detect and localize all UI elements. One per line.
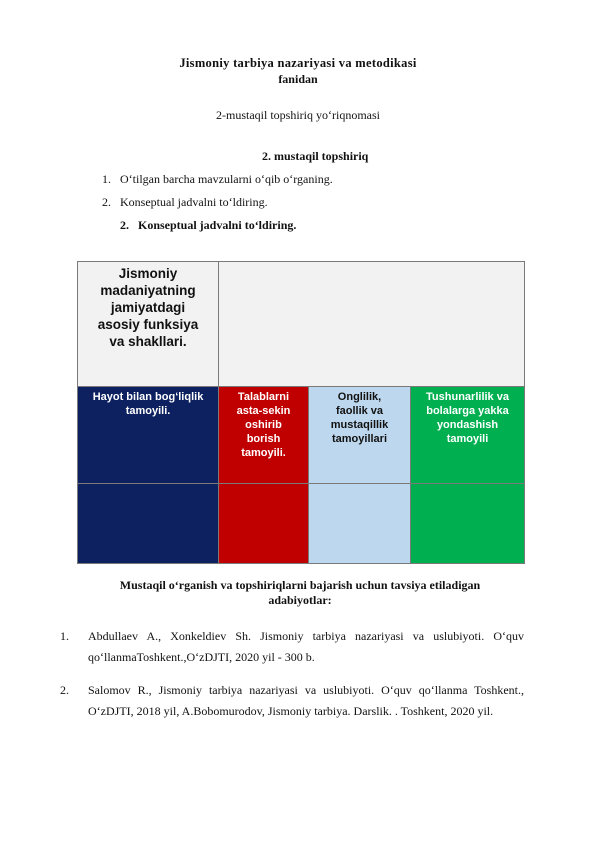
task-sub-item [120,218,296,233]
task-item-2 [102,195,268,210]
principle-cell-life [78,387,219,484]
answer-cell-life[interactable] [78,484,219,564]
answer-cell-gradual[interactable] [219,484,309,564]
task-item-text: Konseptual jadvalni to‘ldiring. [120,195,268,209]
literature-item-number: 1. [60,629,69,643]
answer-cell-consciousness[interactable] [309,484,411,564]
principle-cell-consciousness [309,387,411,484]
task-item-number: 2. [120,218,129,232]
literature-item-text: Salomov R., Jismoniy tarbiya nazariyasi va uslubiyoti. O‘quv qo‘llanma Toshkent., O‘zDJTI, 2018 yil, A.Bobomurodov, Jismoniy tarbiya. Darslik. . Toshkent, 2020 yil. [88,683,524,718]
document-title-line2: fanidan [278,72,318,86]
literature-item-number: 2. [60,683,69,697]
literature-item-2 [60,680,524,722]
task-item-text: Konseptual jadvalni to‘ldiring. [138,218,297,232]
answer-cell-clarity[interactable] [411,484,525,564]
literature-heading: Mustaqil o‘rganish va topshiriqlarni bajarish uchun tavsiya etiladigan adabiyotlar: [119,578,481,607]
task-item-1 [102,172,333,187]
principle-cell-clarity [411,387,525,484]
literature-item-text: Abdullaev A., Xonkeldiev Sh. Jismoniy tarbiya nazariyasi va uslubiyoti. O‘quv qo‘llanmaToshkent.,O‘zDJTI, 2020 yil - 300 b. [88,629,524,664]
task-item-text: O‘tilgan barcha mavzularni o‘qib o‘rganing. [120,172,333,186]
task-heading: 2. mustaqil topshiriq [262,149,369,163]
task-item-number: 1. [102,172,111,186]
concept-table [77,261,525,564]
table-empty-header-area[interactable] [219,262,525,387]
literature-item-1 [60,626,524,668]
table-header-cell [78,262,219,387]
principle-label: Talablarni asta-sekin oshirib borish tamoyili. [236,391,291,459]
principle-label: Hayot bilan bog‘liqlik tamoyili. [92,391,204,417]
principle-cell-gradual [219,387,309,484]
principle-label: Tushunarlilik va bolalarga yakka yondashish tamoyili [426,391,509,445]
document-title: Jismoniy tarbiya nazariyasi va metodikasi [179,56,417,70]
document-subtitle: 2-mustaqil topshiriq yo‘riqnomasi [216,108,380,122]
principle-label: Onglilik, faollik va mustaqillik tamoyillari [330,391,389,445]
table-header-text: Jismoniy madaniyatning jamiyatdagi asosiy funksiya va shakllari. [97,266,199,349]
task-item-number: 2. [102,195,111,209]
